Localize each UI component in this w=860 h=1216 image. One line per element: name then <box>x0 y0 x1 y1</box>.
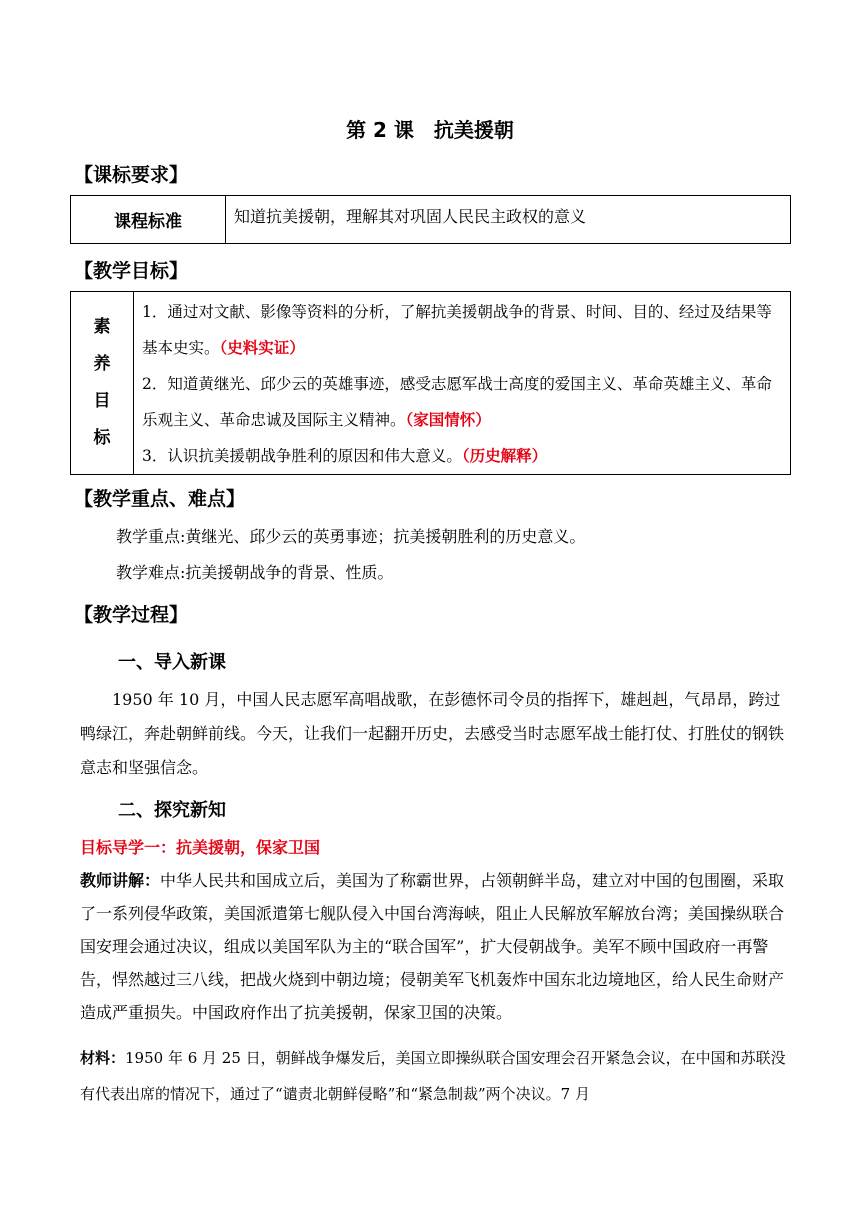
goal-item: 3．认识抗美援朝战争胜利的原因和伟大意义。（历史解释） <box>142 446 548 465</box>
goal-tag: （史料实证） <box>219 338 305 357</box>
key-difficulty: 教学难点:抗美援朝战争的背景、性质。 <box>116 563 394 582</box>
goals-label-char: 标 <box>93 428 111 448</box>
goal1-heading: 目标导学一：抗美援朝，保家卫国 <box>80 838 321 857</box>
goals-table <box>70 291 791 475</box>
teacher-explain <box>80 864 792 1029</box>
step1-heading: 一、导入新课 <box>118 652 226 673</box>
goals-content <box>134 292 791 475</box>
material-label: 材料： <box>80 1049 126 1067</box>
standard-table <box>70 195 791 244</box>
goals-label-char: 素 <box>93 317 111 337</box>
key-focus: 教学重点:黄继光、邱少云的英勇事迹；抗美援朝胜利的历史意义。 <box>116 527 586 546</box>
step2-heading: 二、探究新知 <box>118 800 226 821</box>
goals-label <box>71 292 134 475</box>
goals-label-char: 目 <box>93 391 111 411</box>
standard-value: 知道抗美援朝，理解其对巩固人民民主政权的意义 <box>226 196 791 244</box>
goal-item: 1．通过对文献、影像等资料的分析，了解抗美援朝战争的背景、时间、目的、经过及结果等基本史实。（史料实证） <box>142 303 772 357</box>
page-title: 第 2 课 抗美援朝 <box>346 118 514 142</box>
goals-label-char: 养 <box>93 354 111 374</box>
material <box>80 1040 792 1112</box>
goal-tag: （家国情怀） <box>405 410 491 429</box>
section-heading-goals: 【教学目标】 <box>74 260 189 282</box>
step1-text: 1950 年 10 月，中国人民志愿军高唱战歌，在彭德怀司令员的指挥下，雄赳赳，气昂昂，跨过鸭绿江，奔赴朝鲜前线。今天，让我们一起翻开历史，去感受当时志愿军战士能打仗、打胜仗的钢铁意志和坚强信念。 <box>80 690 785 777</box>
material-text: 1950 年 6 月 25 日，朝鲜战争爆发后，美国立即操纵联合国安理会召开紧急会议，在中国和苏联没有代表出席的情况下，通过了“谴责北朝鲜侵略”和“紧急制裁”两个决议。7 月 <box>80 1049 786 1103</box>
standard-label: 课程标准 <box>71 196 226 244</box>
section-heading-curriculum: 【课标要求】 <box>74 164 189 186</box>
goal-item: 2．知道黄继光、邱少云的英雄事迹，感受志愿军战士高度的爱国主义、革命英雄主义、革命乐观主义、革命忠诚及国际主义精神。（家国情怀） <box>142 375 772 429</box>
section-heading-process: 【教学过程】 <box>74 604 189 626</box>
section-heading-keypoints: 【教学重点、难点】 <box>74 488 246 510</box>
goal-tag: （历史解释） <box>461 446 548 465</box>
teacher-label: 教师讲解： <box>80 871 161 890</box>
teacher-text: 中华人民共和国成立后，美国为了称霸世界，占领朝鲜半岛，建立对中国的包围圈，采取了一系列侵华政策，美国派遣第七舰队侵入中国台湾海峡，阻止人民解放军解放台湾；美国操纵联合国安理会通过决议，组成以美国军队为主的“联合国军”，扩大侵朝战争。美军不顾中国政府一再警告，悍然越过三八线，把战火烧到中朝边境；侵朝美军飞机轰炸中国东北边境地区，给人民生命财产造成严重损失。中国政府作出了抗美援朝，保家卫国的决策。 <box>80 871 785 1022</box>
